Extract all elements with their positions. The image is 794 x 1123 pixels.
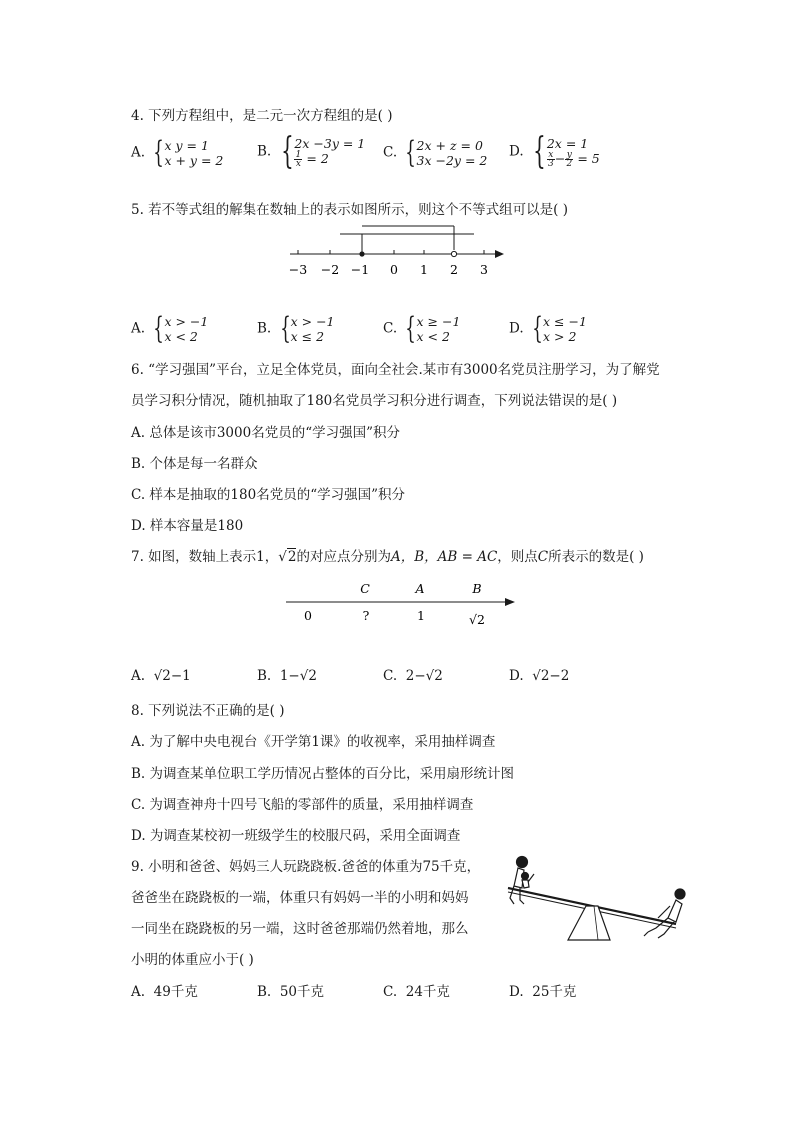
q6-stem-line1: 6. “学习强国”平台，立足全体党员，面向全社会.某市有3000名党员注册学习，为了解党 xyxy=(131,362,660,378)
q5-tick-label: −2 xyxy=(320,262,340,277)
seesaw-fulcrum xyxy=(568,906,610,940)
q7-tick-label: ? xyxy=(362,608,370,623)
q6-option-b[interactable]: B. 个体是每一名群众 xyxy=(131,456,258,472)
q9-option-a[interactable]: A. 49千克 xyxy=(131,984,198,1000)
q4-option-c[interactable]: C. { 2x + z = 0 3x −2y = 2 xyxy=(383,135,488,170)
q5-option-c[interactable]: C. { x ≥ −1 x < 2 xyxy=(383,311,461,346)
q5-number-line xyxy=(280,218,510,280)
q7-number-line xyxy=(280,578,520,630)
q7-option-c[interactable]: C. 2−√2 xyxy=(383,668,443,684)
q9-option-c[interactable]: C. 24千克 xyxy=(383,984,450,1000)
q7-option-d[interactable]: D. √2−2 xyxy=(509,668,570,684)
q8-option-b[interactable]: B. 为调查某单位职工学历情况占整体的百分比，采用扇形统计图 xyxy=(131,766,515,782)
q8-option-a[interactable]: A. 为了解中央电视台《开学第1课》的收视率，采用抽样调查 xyxy=(131,734,496,750)
q6-option-a[interactable]: A. 总体是该市3000名党员的“学习强国”积分 xyxy=(131,425,400,441)
q6-option-c[interactable]: C. 样本是抽取的180名党员的“学习强国”积分 xyxy=(131,487,406,503)
q5-option-b[interactable]: B. { x > −1 x ≤ 2 xyxy=(257,311,335,346)
q6-stem-line2: 员学习积分情况，随机抽取了180名党员学习积分进行调查，下列说法错误的是( ) xyxy=(131,393,618,409)
q5-tick-label: 2 xyxy=(450,262,458,277)
q7-option-b[interactable]: B. 1−√2 xyxy=(257,668,317,684)
q4-stem: 4. 下列方程组中，是二元一次方程组的是( ) xyxy=(131,108,393,124)
q5-tick-label: −3 xyxy=(288,262,308,277)
father-figure xyxy=(644,889,685,938)
q9-line4: 小明的体重应小于( ) xyxy=(131,952,254,968)
q7-stem: 7. 如图，数轴上表示1，√2的对应点分别为A，B，AB = AC，则点C所表示的数是( ) xyxy=(131,549,644,565)
q7-point-label: B xyxy=(472,581,482,596)
q8-stem: 8. 下列说法不正确的是( ) xyxy=(131,703,285,719)
q5-option-a[interactable]: A. { x > −1 x < 2 xyxy=(131,311,209,346)
q7-axis-arrow xyxy=(505,598,515,606)
q9-option-d[interactable]: D. 25千克 xyxy=(509,984,577,1000)
q5-solid-point xyxy=(359,251,364,256)
seesaw-illustration xyxy=(498,852,698,944)
q7-tick-label: 1 xyxy=(417,608,425,623)
q4-option-b[interactable]: B. { 2x −3y = 1 $\frac{1}{x}$ = 2 xyxy=(257,131,366,172)
q9-line3: 一同坐在跷跷板的另一端，这时爸爸那端仍然着地，那么 xyxy=(131,921,469,937)
q7-option-a[interactable]: A. √2−1 xyxy=(131,668,191,684)
q7-tick-label: √2 xyxy=(469,612,485,627)
q4-option-a[interactable]: A. { x y = 1 x + y = 2 xyxy=(131,135,224,170)
q5-tick-label: 3 xyxy=(480,262,488,277)
q8-option-c[interactable]: C. 为调查神舟十四号飞船的零部件的质量，采用抽样调查 xyxy=(131,797,474,813)
q7-point-label: A xyxy=(415,581,425,596)
q5-open-point xyxy=(451,251,456,256)
q5-option-d[interactable]: D. { x ≤ −1 x > 2 xyxy=(509,311,587,346)
q5-axis-arrow xyxy=(495,250,504,258)
q5-tick-label: 1 xyxy=(420,262,428,277)
q9-line1: 9. 小明和爸爸、妈妈三人玩跷跷板.爸爸的体重为75千克， xyxy=(131,859,481,875)
q9-line2: 爸爸坐在跷跷板的一端，体重只有妈妈一半的小明和妈妈 xyxy=(131,890,469,906)
q6-option-d[interactable]: D. 样本容量是180 xyxy=(131,518,244,534)
q5-tick-label: 0 xyxy=(390,262,398,277)
q5-tick-label: −1 xyxy=(350,262,370,277)
q7-tick-label: 0 xyxy=(304,608,312,623)
q7-point-label: C xyxy=(360,581,370,596)
q9-option-b[interactable]: B. 50千克 xyxy=(257,984,324,1000)
q5-stem: 5. 若不等式组的解集在数轴上的表示如图所示，则这个不等式组可以是( ) xyxy=(131,202,568,218)
q8-option-d[interactable]: D. 为调查某校初一班级学生的校服尺码，采用全面调查 xyxy=(131,828,461,844)
q4-option-d[interactable]: D. { 2x = 1 $\frac{x}{3}$ − $\frac{y}{2}$ = 5 xyxy=(509,131,600,172)
